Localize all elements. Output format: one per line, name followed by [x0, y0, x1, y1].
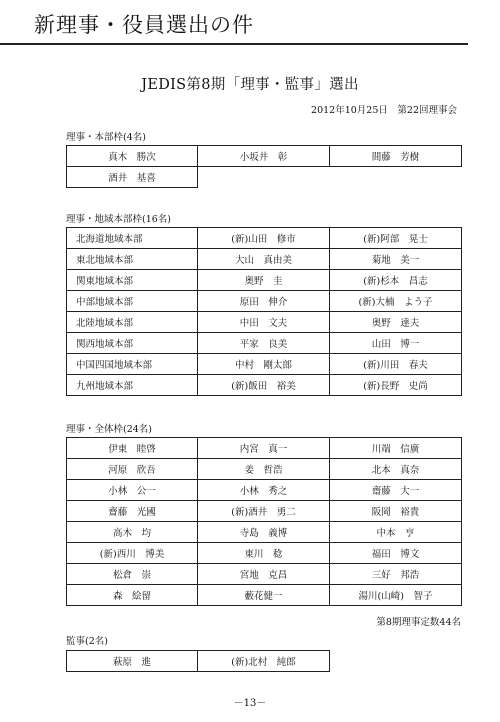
- region-cell: 中国四国地域本部: [67, 354, 198, 375]
- region-cell: 東北地域本部: [67, 249, 198, 270]
- table-row: [67, 270, 462, 291]
- region-cell: 関西地域本部: [67, 333, 198, 354]
- chiiki-table: [66, 227, 462, 396]
- page-header: [0, 0, 500, 50]
- table-cell: 森 絵留: [67, 585, 198, 606]
- table-cell: 中村 剛太郎: [198, 354, 330, 375]
- table-cell: 小林 公一: [67, 480, 198, 501]
- table-row: [67, 375, 462, 396]
- empty-cell: [198, 167, 330, 188]
- table-cell: 河原 欣吾: [67, 459, 198, 480]
- table-cell: (新)山田 修市: [198, 228, 330, 249]
- region-cell: 北陸地域本部: [67, 312, 198, 333]
- table-cell: 北本 真奈: [330, 459, 462, 480]
- table-cell: 中本 亨: [330, 522, 462, 543]
- header-rule: [0, 43, 468, 45]
- table-row: [67, 459, 462, 480]
- table-row: [67, 501, 462, 522]
- table-cell: 山田 博一: [330, 333, 462, 354]
- kanji-table: [66, 650, 330, 672]
- table-row: [67, 354, 462, 375]
- table-cell: 東川 稔: [198, 543, 330, 564]
- meeting-date: 2012年10月25日 第22回理事会: [311, 105, 457, 116]
- table-cell: 高木 均: [67, 522, 198, 543]
- table-cell: 齋藤 光國: [67, 501, 198, 522]
- table-cell: 姜 哲浩: [198, 459, 330, 480]
- quota-note: 第8期理事定数44名: [376, 617, 461, 628]
- region-cell: 九州地域本部: [67, 375, 198, 396]
- table-cell: 齋藤 大一: [330, 480, 462, 501]
- table-cell: 原田 伸介: [198, 291, 330, 312]
- table-row: [67, 249, 462, 270]
- table-cell: 内宮 真一: [198, 438, 330, 459]
- table-cell: 中田 文夫: [198, 312, 330, 333]
- table-cell: 奥野 圭: [198, 270, 330, 291]
- region-cell: 中部地域本部: [67, 291, 198, 312]
- table-cell: 松倉 崇: [67, 564, 198, 585]
- table-cell: 宮地 克昌: [198, 564, 330, 585]
- region-cell: 北海道地域本部: [67, 228, 198, 249]
- section-label-chiiki: 理事・地域本部枠(16名): [66, 214, 172, 225]
- table-cell: 川端 信廣: [330, 438, 462, 459]
- table-row: [67, 228, 462, 249]
- table-cell: (新)酒井 勇二: [198, 501, 330, 522]
- table-cell: (新)川田 春夫: [330, 354, 462, 375]
- table-cell: 阪岡 裕貴: [330, 501, 462, 522]
- honbu-table: [66, 145, 462, 188]
- table-cell: (新)北村 純郎: [198, 651, 330, 672]
- table-cell: (新)長野 史尚: [330, 375, 462, 396]
- table-cell: 菊地 美一: [330, 249, 462, 270]
- table-cell: (新)大楠 よう子: [330, 291, 462, 312]
- table-cell: 間藤 芳樹: [330, 146, 462, 167]
- table-cell: 大山 真由美: [198, 249, 330, 270]
- table-row: [67, 543, 462, 564]
- region-cell: 関東地域本部: [67, 270, 198, 291]
- page-number: －13－: [233, 698, 267, 709]
- table-cell: (新)西川 博美: [67, 543, 198, 564]
- section-label-honbu: 理事・本部枠(4名): [66, 132, 146, 143]
- table-cell: (新)飯田 裕美: [198, 375, 330, 396]
- table-row: [67, 312, 462, 333]
- page-title: 新理事・役員選出の件: [34, 13, 254, 37]
- table-row: [67, 167, 462, 188]
- table-cell: 小坂井 彰: [198, 146, 330, 167]
- table-row: [67, 480, 462, 501]
- table-cell: (新)阿部 晃士: [330, 228, 462, 249]
- table-cell: 三好 邦浩: [330, 564, 462, 585]
- table-cell: 酒井 基喜: [67, 167, 198, 188]
- table-row: [67, 291, 462, 312]
- empty-cell: [330, 167, 462, 188]
- table-row: [67, 522, 462, 543]
- table-row: [67, 651, 330, 672]
- table-row: [67, 333, 462, 354]
- table-row: [67, 564, 462, 585]
- table-cell: 小林 秀之: [198, 480, 330, 501]
- table-cell: 寺島 義博: [198, 522, 330, 543]
- table-cell: 福田 博文: [330, 543, 462, 564]
- section-label-kanji: 監事(2名): [66, 636, 108, 647]
- table-row: [67, 146, 462, 167]
- table-cell: 伊東 睦啓: [67, 438, 198, 459]
- document-title: JEDIS第8期「理事・監事」選出: [141, 77, 359, 93]
- table-cell: 藪花健一: [198, 585, 330, 606]
- table-cell: 萩原 進: [67, 651, 198, 672]
- table-cell: 奥野 達夫: [330, 312, 462, 333]
- table-cell: 真木 勝次: [67, 146, 198, 167]
- table-cell: (新)杉本 昌志: [330, 270, 462, 291]
- table-cell: 平家 良美: [198, 333, 330, 354]
- table-row: [67, 585, 462, 606]
- table-row: [67, 438, 462, 459]
- table-cell: 湯川(山崎) 智子: [330, 585, 462, 606]
- zentai-table: [66, 437, 462, 606]
- section-label-zentai: 理事・全体枠(24名): [66, 424, 153, 435]
